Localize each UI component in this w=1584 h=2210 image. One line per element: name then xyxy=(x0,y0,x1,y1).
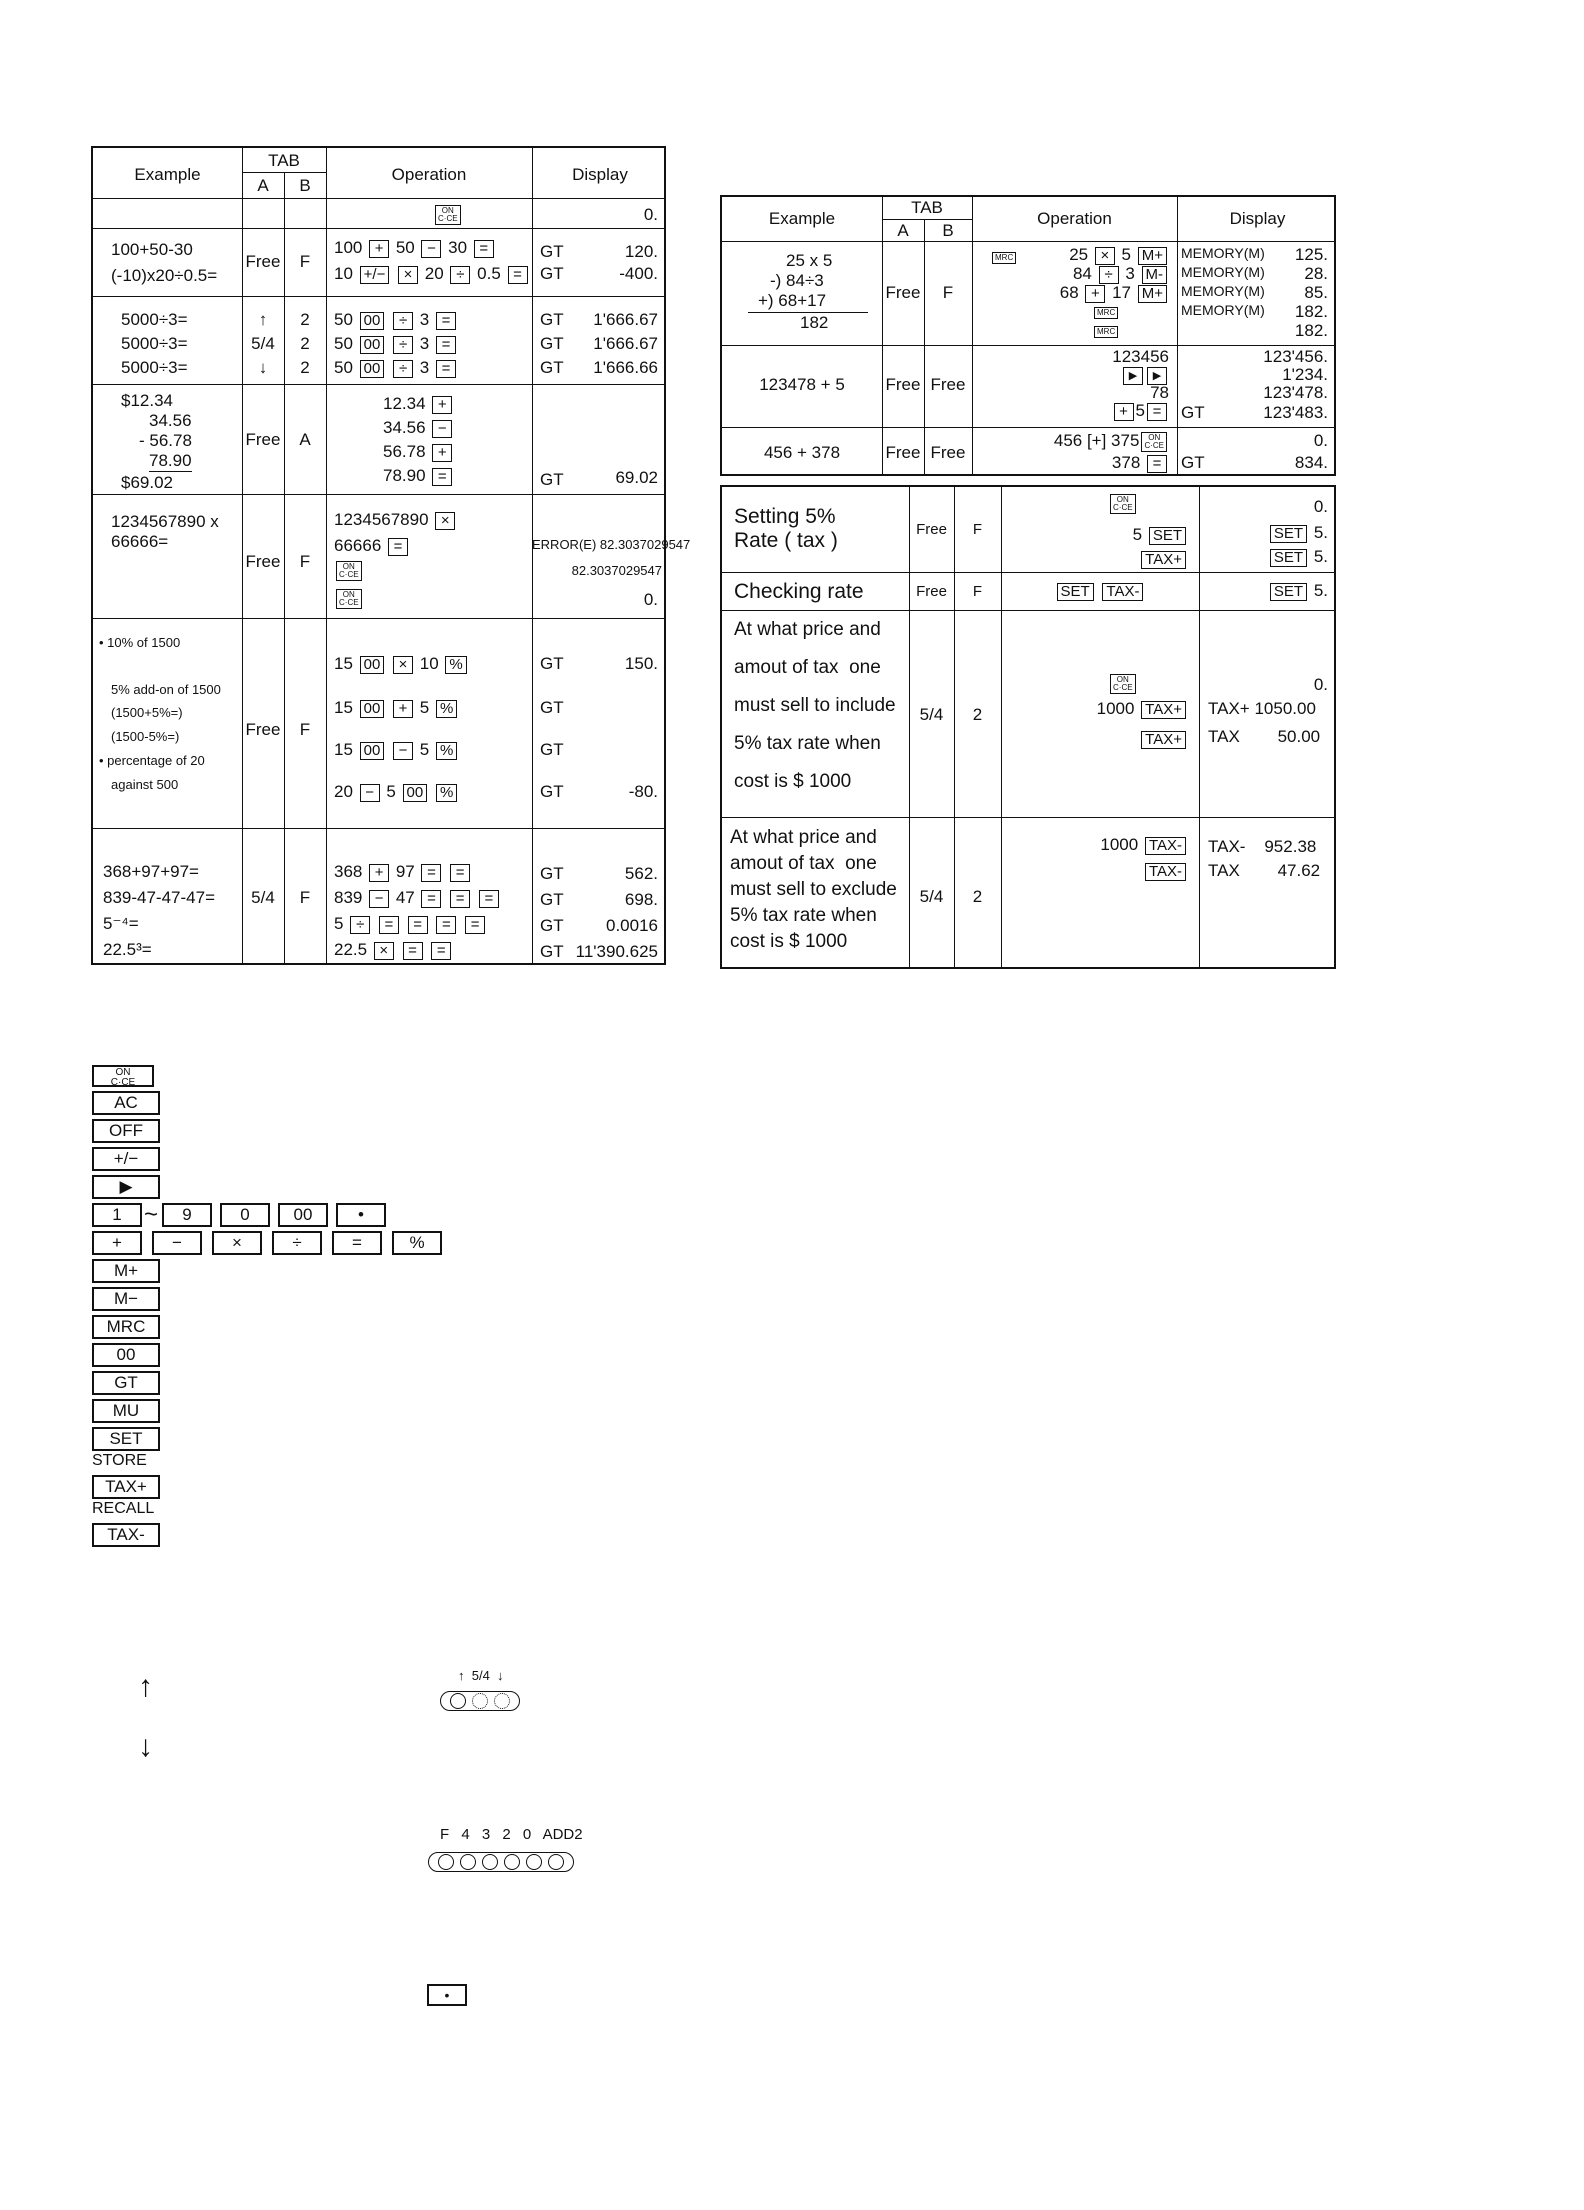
set-key: SET xyxy=(92,1426,168,1452)
display-value: 82.3037029547 xyxy=(571,563,662,578)
recall-label: RECALL xyxy=(92,1500,155,1517)
operation-keys: 5 SET xyxy=(1001,525,1188,545)
display-keys: SET 5. xyxy=(1199,547,1328,567)
key-glyph: = xyxy=(479,890,499,908)
down-arrow-icon: ↓ xyxy=(138,1730,153,1763)
key-glyph: × xyxy=(374,942,394,960)
switch-position-icon xyxy=(438,1854,454,1870)
header-tab: TAB xyxy=(911,198,943,217)
display-value: 1'234. xyxy=(1282,365,1328,384)
key-glyph: = xyxy=(436,916,456,934)
tab-a-value: 5/4 xyxy=(919,705,944,724)
m-plus-key: M+ xyxy=(92,1258,168,1284)
mrc-key-icon: MRC xyxy=(1092,302,1120,322)
switch-position-icon xyxy=(472,1693,488,1709)
display-value: 69.02 xyxy=(615,468,658,487)
operation-text: 15 00 + 5 % xyxy=(334,698,459,718)
operation-keys: TAX- xyxy=(1001,861,1188,881)
key-glyph: 00 xyxy=(360,656,385,674)
tab-a-value: Free xyxy=(885,283,921,302)
operation-text: 50 00 ÷ 3 = xyxy=(334,334,458,354)
gt-label: GT xyxy=(540,942,564,961)
example-text: (-10)x20÷0.5= xyxy=(111,266,218,285)
display-value: -400. xyxy=(619,264,658,283)
display-value: 182. xyxy=(1294,302,1328,321)
tab-a-value: Free xyxy=(885,443,921,462)
example-text: (1500+5%=) xyxy=(111,705,183,720)
tab-a-value: 5/4 xyxy=(919,887,944,906)
example-text: 5000÷3= xyxy=(121,358,188,377)
operator-keys: + − × ÷ = % xyxy=(92,1230,450,1256)
plus-minus-key: +/− xyxy=(92,1146,168,1172)
key-glyph: = xyxy=(436,312,456,330)
example-text: -) 84÷3 xyxy=(770,271,824,290)
store-label: STORE xyxy=(92,1452,147,1469)
display-value: 85. xyxy=(1304,283,1328,302)
key-glyph: + xyxy=(369,240,389,258)
header-operation: Operation xyxy=(1037,209,1112,228)
tab-b-value: 2 xyxy=(300,310,310,329)
display-value: TAX+ 1050.00 xyxy=(1208,699,1316,718)
key-glyph: ÷ xyxy=(393,336,413,354)
gt-label: GT xyxy=(540,242,564,261)
gt-label: GT xyxy=(540,358,564,377)
key-glyph: = xyxy=(436,336,456,354)
gt-label: GT xyxy=(540,890,564,909)
operation-text: 78.90 = xyxy=(383,466,454,486)
key-glyph: − xyxy=(360,784,380,802)
gt-label: GT xyxy=(540,310,564,329)
off-key: OFF xyxy=(92,1118,168,1144)
mrc-key-icon: MRC xyxy=(990,247,1018,267)
tab-a-value: Free xyxy=(245,720,281,739)
header-operation: Operation xyxy=(391,165,467,184)
key-glyph: % xyxy=(436,742,457,760)
display-value: 0.0016 xyxy=(606,916,658,935)
example-text: amout of tax one xyxy=(730,853,877,874)
play-key xyxy=(92,1174,168,1200)
key-glyph: 00 xyxy=(360,700,385,718)
key-glyph: + xyxy=(1085,285,1105,303)
key-glyph: − xyxy=(432,420,452,438)
header-display: Display xyxy=(572,165,628,184)
gt-label: GT xyxy=(540,864,564,883)
tab-b-value: F xyxy=(299,552,311,571)
example-text: 839-47-47-47= xyxy=(103,888,216,907)
key-glyph: − xyxy=(421,240,441,258)
operation-keys: TAX+ xyxy=(1001,549,1188,569)
key-glyph: − xyxy=(393,742,413,760)
operation-keys: 1000 TAX+ xyxy=(1001,699,1188,719)
operation-keys: TAX+ xyxy=(1001,729,1188,749)
operation-text: 50 00 ÷ 3 = xyxy=(334,310,458,330)
header-a: A xyxy=(257,176,269,195)
header-b: B xyxy=(942,221,954,240)
decimal-key: • xyxy=(427,1984,467,2006)
key-glyph: + xyxy=(393,700,413,718)
key-glyph: + xyxy=(369,864,389,882)
m-minus-key: M− xyxy=(92,1286,168,1312)
gt-label: GT xyxy=(540,740,564,759)
header-a: A xyxy=(897,221,909,240)
mrc-key-icon: MRC xyxy=(1092,321,1120,341)
tab-b-value: F xyxy=(299,720,311,739)
display-value: TAX 47.62 xyxy=(1208,861,1321,880)
tab-a-value: Free xyxy=(916,583,947,600)
tab-a-value: Free xyxy=(885,375,921,394)
operation-keys: 1000 TAX- xyxy=(1001,835,1188,855)
example-text: cost is $ 1000 xyxy=(730,931,848,952)
memory-label: MEMORY(M) xyxy=(1181,302,1265,318)
tab-b-value: 2 xyxy=(972,887,983,906)
key-glyph: % xyxy=(436,784,457,802)
gt-label: GT xyxy=(540,654,564,673)
up-arrow-icon: ↑ xyxy=(258,310,268,329)
key-glyph: = xyxy=(508,266,528,284)
key-glyph: 00 xyxy=(360,312,385,330)
play-icon: ▶ xyxy=(92,1175,160,1199)
example-text: 5% tax rate when xyxy=(734,733,881,754)
tab-b-value: F xyxy=(942,283,954,302)
key-glyph: +/− xyxy=(360,266,390,284)
example-text: • percentage of 20 xyxy=(99,753,205,768)
operation-keys: 456 [+] 375 ON C·CE xyxy=(972,431,1169,452)
key-glyph: = xyxy=(421,890,441,908)
example-text: Setting 5% Rate ( tax ) xyxy=(734,505,838,553)
memory-operation-table xyxy=(720,195,1336,476)
operation-text: 66666 = xyxy=(334,536,410,556)
on-key-icon: ON C·CE xyxy=(334,560,364,581)
tax-operation-table xyxy=(720,485,1336,969)
example-text: 5000÷3= xyxy=(121,334,188,353)
tab-a-value: 5/4 xyxy=(251,334,275,353)
play-keys: ▶ ▶ xyxy=(972,365,1169,385)
ac-key: AC xyxy=(92,1090,168,1116)
digit-keys: 1 ~ 9 0 00 • xyxy=(92,1202,394,1228)
key-glyph: = xyxy=(465,916,485,934)
example-text: cost is $ 1000 xyxy=(734,771,852,792)
display-value: 123'478. xyxy=(1263,383,1328,402)
switch-position-icon xyxy=(526,1854,542,1870)
operation-text: 10 +/− × 20 ÷ 0.5 = xyxy=(334,264,530,284)
display-value: 28. xyxy=(1304,264,1328,283)
key-glyph: × xyxy=(398,266,418,284)
operation-text: 5 ÷ = = = = xyxy=(334,914,487,934)
gt-label: GT xyxy=(1181,403,1205,422)
tab-a-value: Free xyxy=(245,552,281,571)
operation-text: 368 + 97 = = xyxy=(334,862,472,882)
gt-label: GT xyxy=(540,698,564,717)
example-text: against 500 xyxy=(111,777,179,792)
memory-label: MEMORY(M) xyxy=(1181,283,1265,299)
tab-b-value: Free xyxy=(930,375,966,394)
key-glyph: = xyxy=(431,942,451,960)
tab-a-value: Free xyxy=(245,430,281,449)
operation-text: 12.34 + xyxy=(383,394,454,414)
key-glyph: M+ xyxy=(1138,247,1167,265)
example-text: 22.5³= xyxy=(103,940,152,959)
operation-text: 50 00 ÷ 3 = xyxy=(334,358,458,378)
display-value: 123'456. xyxy=(1263,347,1328,366)
tax-minus-key: TAX- xyxy=(92,1522,168,1548)
display-value: 0. xyxy=(1313,431,1328,450)
display-value: 120. xyxy=(624,242,658,261)
key-glyph: = xyxy=(450,864,470,882)
on-key-icon: ON C·CE xyxy=(433,204,463,225)
operation-text: 20 − 5 00 % xyxy=(334,782,459,802)
key-glyph: M+ xyxy=(1138,285,1167,303)
display-value: ERROR(E) 82.3037029547 xyxy=(532,537,691,552)
display-value: 125. xyxy=(1294,245,1328,264)
display-value: 0. xyxy=(643,205,658,224)
display-value: 0. xyxy=(1313,497,1328,516)
key-glyph: = xyxy=(379,916,399,934)
key-glyph: × xyxy=(435,512,455,530)
display-value: 150. xyxy=(624,654,658,673)
operation-text: 68 + 17 M+ xyxy=(972,283,1169,303)
up-arrow-icon: ↑ xyxy=(138,1670,153,1703)
key-glyph: = xyxy=(436,360,456,378)
operation-text: 34.56 − xyxy=(383,418,454,438)
key-glyph: ÷ xyxy=(450,266,470,284)
tax-plus-key: TAX+ xyxy=(92,1474,168,1500)
tab-b-value: 2 xyxy=(300,358,310,377)
tab-b-value: F xyxy=(972,583,983,600)
left-operation-table xyxy=(91,146,691,965)
on-cce-key: ON C·CE xyxy=(92,1063,154,1089)
key-glyph: 00 xyxy=(403,784,428,802)
key-glyph: = xyxy=(403,942,423,960)
display-value: 1'666.67 xyxy=(593,310,658,329)
display-value: 698. xyxy=(624,890,658,909)
key-glyph: = xyxy=(408,916,428,934)
example-text: 66666= xyxy=(111,532,169,551)
key-glyph: M- xyxy=(1142,266,1168,284)
key-glyph: % xyxy=(445,656,466,674)
decimal-switch-labels: F 4 3 2 0 ADD2 xyxy=(440,1826,583,1843)
tab-b-value: F xyxy=(299,252,311,271)
display-value: 182. xyxy=(1294,321,1328,340)
example-text: 5% tax rate when xyxy=(730,905,877,926)
example-text: $12.34 xyxy=(121,391,173,410)
gt-label: GT xyxy=(540,264,564,283)
key-glyph: ÷ xyxy=(393,360,413,378)
tab-a-value: Free xyxy=(916,521,947,538)
operation-text: 1234567890 × xyxy=(334,510,457,530)
tab-a-value: Free xyxy=(245,252,281,271)
example-text: must sell to exclude xyxy=(730,879,897,900)
tab-b-value: 2 xyxy=(972,705,983,724)
example-text: 25 x 5 xyxy=(786,251,833,270)
example-text: amout of tax one xyxy=(734,657,881,678)
example-text: 5% add-on of 1500 xyxy=(111,682,221,697)
operation-text: 56.78 + xyxy=(383,442,454,462)
gt-label: GT xyxy=(540,916,564,935)
example-text: 34.56 xyxy=(149,411,192,430)
display-value: 0. xyxy=(1313,675,1328,694)
gt-label: GT xyxy=(1181,453,1205,472)
switch-position-icon xyxy=(548,1854,564,1870)
example-text: 368+97+97= xyxy=(103,862,199,881)
header-tab: TAB xyxy=(268,151,300,170)
example-text: • 10% of 1500 xyxy=(99,635,181,650)
decimal-switch[interactable] xyxy=(428,1852,574,1872)
mu-key: MU xyxy=(92,1398,168,1424)
rounding-switch[interactable] xyxy=(440,1691,520,1711)
display-keys: SET 5. xyxy=(1199,581,1328,601)
on-key-icon: ON C·CE xyxy=(334,588,364,609)
key-glyph: − xyxy=(369,890,389,908)
key-glyph: 00 xyxy=(360,742,385,760)
example-text: At what price and xyxy=(730,827,877,848)
key-glyph: = xyxy=(474,240,494,258)
example-text: 182 xyxy=(800,313,829,332)
switch-position-icon xyxy=(504,1854,520,1870)
display-value: TAX- 952.38 xyxy=(1208,837,1317,856)
memory-label: MEMORY(M) xyxy=(1181,245,1265,261)
example-text: +) 68+17 xyxy=(758,291,827,310)
display-value: 11'390.625 xyxy=(575,942,658,961)
operation-text: 78 xyxy=(1150,383,1169,402)
display-value: 834. xyxy=(1294,453,1328,472)
example-text: 78.90 xyxy=(149,451,192,470)
display-value: -80. xyxy=(628,782,658,801)
switch-position-icon xyxy=(450,1693,466,1709)
switch-position-icon xyxy=(494,1693,510,1709)
operation-text: 378 = xyxy=(972,453,1169,473)
tab-b-value: A xyxy=(299,430,311,449)
header-example: Example xyxy=(134,165,201,184)
tab-a-value: 5/4 xyxy=(251,888,275,907)
key-glyph: = xyxy=(450,890,470,908)
key-glyph: + xyxy=(432,444,452,462)
display-value: 1'666.67 xyxy=(593,334,658,353)
operation-text: 25 × 5 M+ xyxy=(972,245,1169,265)
header-display: Display xyxy=(1229,209,1286,228)
example-text: (1500-5%=) xyxy=(111,729,180,744)
header-b: B xyxy=(299,176,311,195)
example-text: - 56.78 xyxy=(139,431,192,450)
display-value: 1'666.66 xyxy=(593,358,658,377)
key-glyph: + xyxy=(432,396,452,414)
key-glyph: × xyxy=(393,656,413,674)
key-glyph: % xyxy=(436,700,457,718)
display-value: 0. xyxy=(643,590,658,609)
gt-key: GT xyxy=(92,1370,168,1396)
gt-label: GT xyxy=(540,470,564,489)
key-glyph: ÷ xyxy=(393,312,413,330)
mrc-key: MRC xyxy=(92,1314,168,1340)
example-text: 123478 + 5 xyxy=(759,375,845,394)
display-value: 123'483. xyxy=(1263,403,1328,422)
memory-label: MEMORY(M) xyxy=(1181,264,1265,280)
display-value: 562. xyxy=(624,864,658,883)
on-key-icon: ON C·CE xyxy=(1108,493,1138,514)
gt-label: GT xyxy=(540,782,564,801)
tab-b-value: 2 xyxy=(300,334,310,353)
key-glyph: ÷ xyxy=(350,916,370,934)
operation-text: 100 + 50 − 30 = xyxy=(334,238,496,258)
key-glyph: = xyxy=(432,468,452,486)
display-keys: SET 5. xyxy=(1199,523,1328,543)
switch-position-icon xyxy=(482,1854,498,1870)
key-glyph: 00 xyxy=(360,336,385,354)
key-glyph: 00 xyxy=(360,360,385,378)
example-text: 1234567890 x xyxy=(111,512,219,531)
example-text: $69.02 xyxy=(121,473,173,492)
example-text: 5000÷3= xyxy=(121,310,188,329)
example-text: Checking rate xyxy=(734,580,864,603)
double-zero-key: 00 xyxy=(92,1342,168,1368)
gt-label: GT xyxy=(540,334,564,353)
operation-text: 123456 xyxy=(1112,347,1169,366)
example-text: 456 + 378 xyxy=(763,443,841,462)
key-glyph: = xyxy=(1147,455,1167,473)
header-example: Example xyxy=(768,209,836,228)
operation-text: 15 00 − 5 % xyxy=(334,740,459,760)
operation-text: 839 − 47 = = = xyxy=(334,888,501,908)
tab-b-value: F xyxy=(972,521,983,538)
key-glyph: = xyxy=(421,864,441,882)
tab-b-value: Free xyxy=(930,443,966,462)
display-value: TAX 50.00 xyxy=(1208,727,1321,746)
on-key-icon: ON C·CE xyxy=(1108,673,1138,694)
operation-text: 84 ÷ 3 M- xyxy=(972,264,1169,284)
example-text: At what price and xyxy=(734,619,881,640)
operation-keys: + 5 = xyxy=(972,401,1169,421)
example-text: 5⁻⁴= xyxy=(103,914,139,933)
operation-text: 22.5 × = = xyxy=(334,940,453,960)
operation-text: 15 00 × 10 % xyxy=(334,654,469,674)
example-text: 100+50-30 xyxy=(111,240,193,259)
key-glyph: × xyxy=(1095,247,1115,265)
operation-keys: SET TAX- xyxy=(1001,581,1199,601)
rounding-switch-labels: ↑ 5/4 ↓ xyxy=(458,1668,504,1683)
example-text: must sell to include xyxy=(734,695,896,716)
down-arrow-icon: ↓ xyxy=(258,358,268,377)
tab-b-value: F xyxy=(299,888,311,907)
key-glyph: ÷ xyxy=(1099,266,1119,284)
switch-position-icon xyxy=(460,1854,476,1870)
key-glyph: = xyxy=(388,538,408,556)
